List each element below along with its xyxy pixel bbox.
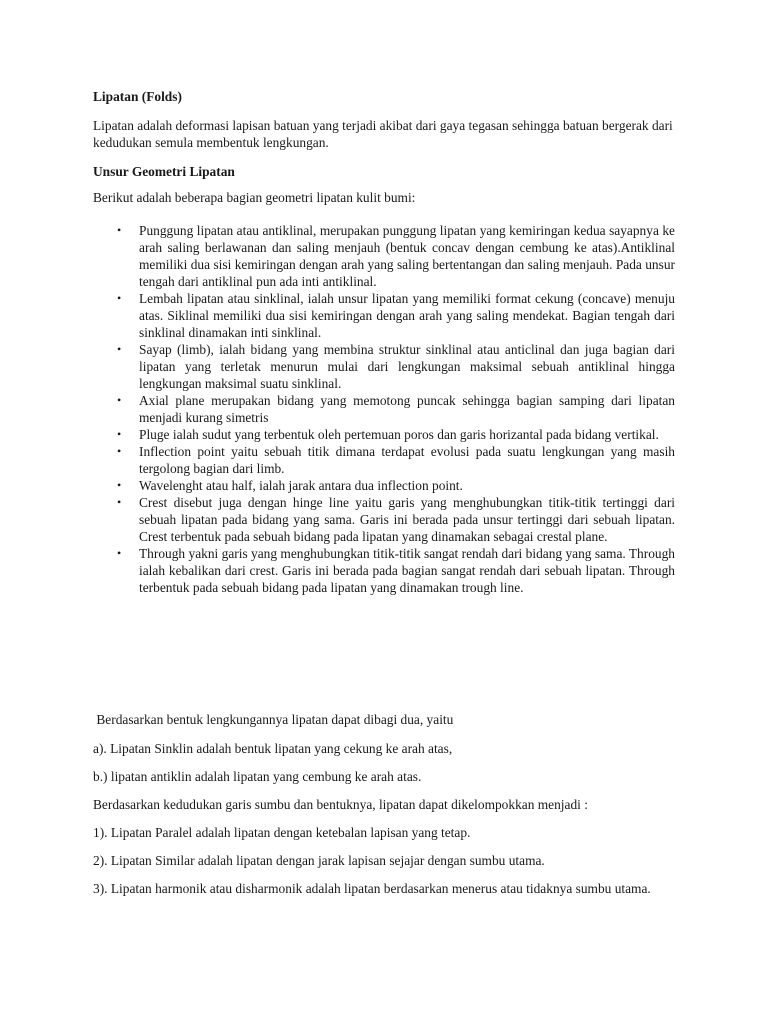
list-item: • Axial plane merupakan bidang yang memotong puncak sehingga bagian samping dari lipatan menjadi kurang simetris — [117, 393, 675, 425]
section-heading: Unsur Geometri Lipatan — [93, 164, 235, 179]
bullet-icon: • — [117, 495, 122, 509]
bullet-icon: • — [117, 546, 122, 560]
axis-lead: Berdasarkan kedudukan garis sumbu dan bentuknya, lipatan dapat dikelompokkan menjadi : — [93, 797, 588, 812]
list-item: • Lembah lipatan atau sinklinal, ialah unsur lipatan yang memiliki format cekung (concave) menuju atas. Siklinal memiliki dua sisi kemiringan dengan arah yang saling mendekat. Bagian tengah dari sinklinal dinamakan inti sinklinal. — [117, 291, 675, 340]
bullet-icon: • — [117, 342, 122, 356]
bullet-icon: • — [117, 393, 122, 407]
bullet-icon: • — [117, 427, 122, 441]
list-item: • Crest disebut juga dengan hinge line yaitu garis yang menghubungkan titik-titik tertinggi dari sebuah lipatan pada bidang yang sama. Garis ini berada pada unsur tertinggi dari sebuah lipatan. Crest terbentuk pada sebuah bidang pada lipatan yang dinamakan sebagai crestal plane. — [117, 495, 675, 544]
bullet-icon: • — [117, 223, 122, 237]
bullet-icon: • — [117, 478, 122, 492]
geometry-bullet-list — [93, 222, 675, 596]
list-item: • Inflection point yaitu sebuah titik dimana terdapat evolusi pada suatu lengkungan yang masih tergolong bagian dari limb. — [117, 444, 675, 476]
shape-item-b: b.) lipatan antiklin adalah lipatan yang cembung ke arah atas. — [93, 769, 422, 784]
intro-paragraph: Lipatan adalah deformasi lapisan batuan yang terjadi akibat dari gaya tegasan sehingga batuan bergerak dari kedudukan semula membentuk lengkungan. — [93, 118, 673, 150]
section-lead: Berikut adalah beberapa bagian geometri lipatan kulit bumi: — [93, 190, 416, 205]
shape-item-a: a). Lipatan Sinklin adalah bentuk lipatan yang cekung ke arah atas, — [93, 741, 453, 756]
axis-item-3: 3). Lipatan harmonik atau disharmonik adalah lipatan berdasarkan menerus atau tidaknya sumbu utama. — [93, 881, 651, 896]
document-title: Lipatan (Folds) — [93, 89, 182, 104]
list-item: • Through yakni garis yang menghubungkan titik-titik sangat rendah dari bidang yang sama. Through ialah kebalikan dari crest. Garis ini berada pada bagian sangat rendah dari sebuah lipatan. Through terbentuk pada sebuah bidang pada lipatan yang dinamakan trough line. — [117, 546, 675, 595]
list-item: • Wavelenght atau half, ialah jarak antara dua inflection point. — [117, 478, 463, 493]
shape-lead: Berdasarkan bentuk lengkungannya lipatan dapat dibagi dua, yaitu — [93, 712, 454, 727]
axis-item-1: 1). Lipatan Paralel adalah lipatan dengan ketebalan lapisan yang tetap. — [93, 825, 471, 840]
list-item: • Pluge ialah sudut yang terbentuk oleh pertemuan poros dan garis horizantal pada bidang vertikal. — [117, 427, 659, 442]
list-item: • Punggung lipatan atau antiklinal, merupakan punggung lipatan yang kemiringan kedua sayapnya ke arah saling berlawanan dan saling menjauh (bentuk concav dengan cembung ke atas).Antiklinal memiliki dua sisi kemiringan dengan arah yang saling bertentangan dan saling menjauh. Pada unsur tengah dari antiklinal pun ada inti antiklinal. — [117, 223, 675, 289]
axis-item-2: 2). Lipatan Similar adalah lipatan dengan jarak lapisan sejajar dengan sumbu utama. — [93, 853, 545, 868]
bullet-icon: • — [117, 291, 122, 305]
bullet-icon: • — [117, 444, 122, 458]
list-item: • Sayap (limb), ialah bidang yang membina struktur sinklinal atau anticlinal dan juga bagian dari lipatan yang terletak menurun mulai dari lengkungan maksimal sebuah antiklinal hingga lengkungan maksimal suatu sinklinal. — [117, 342, 675, 391]
